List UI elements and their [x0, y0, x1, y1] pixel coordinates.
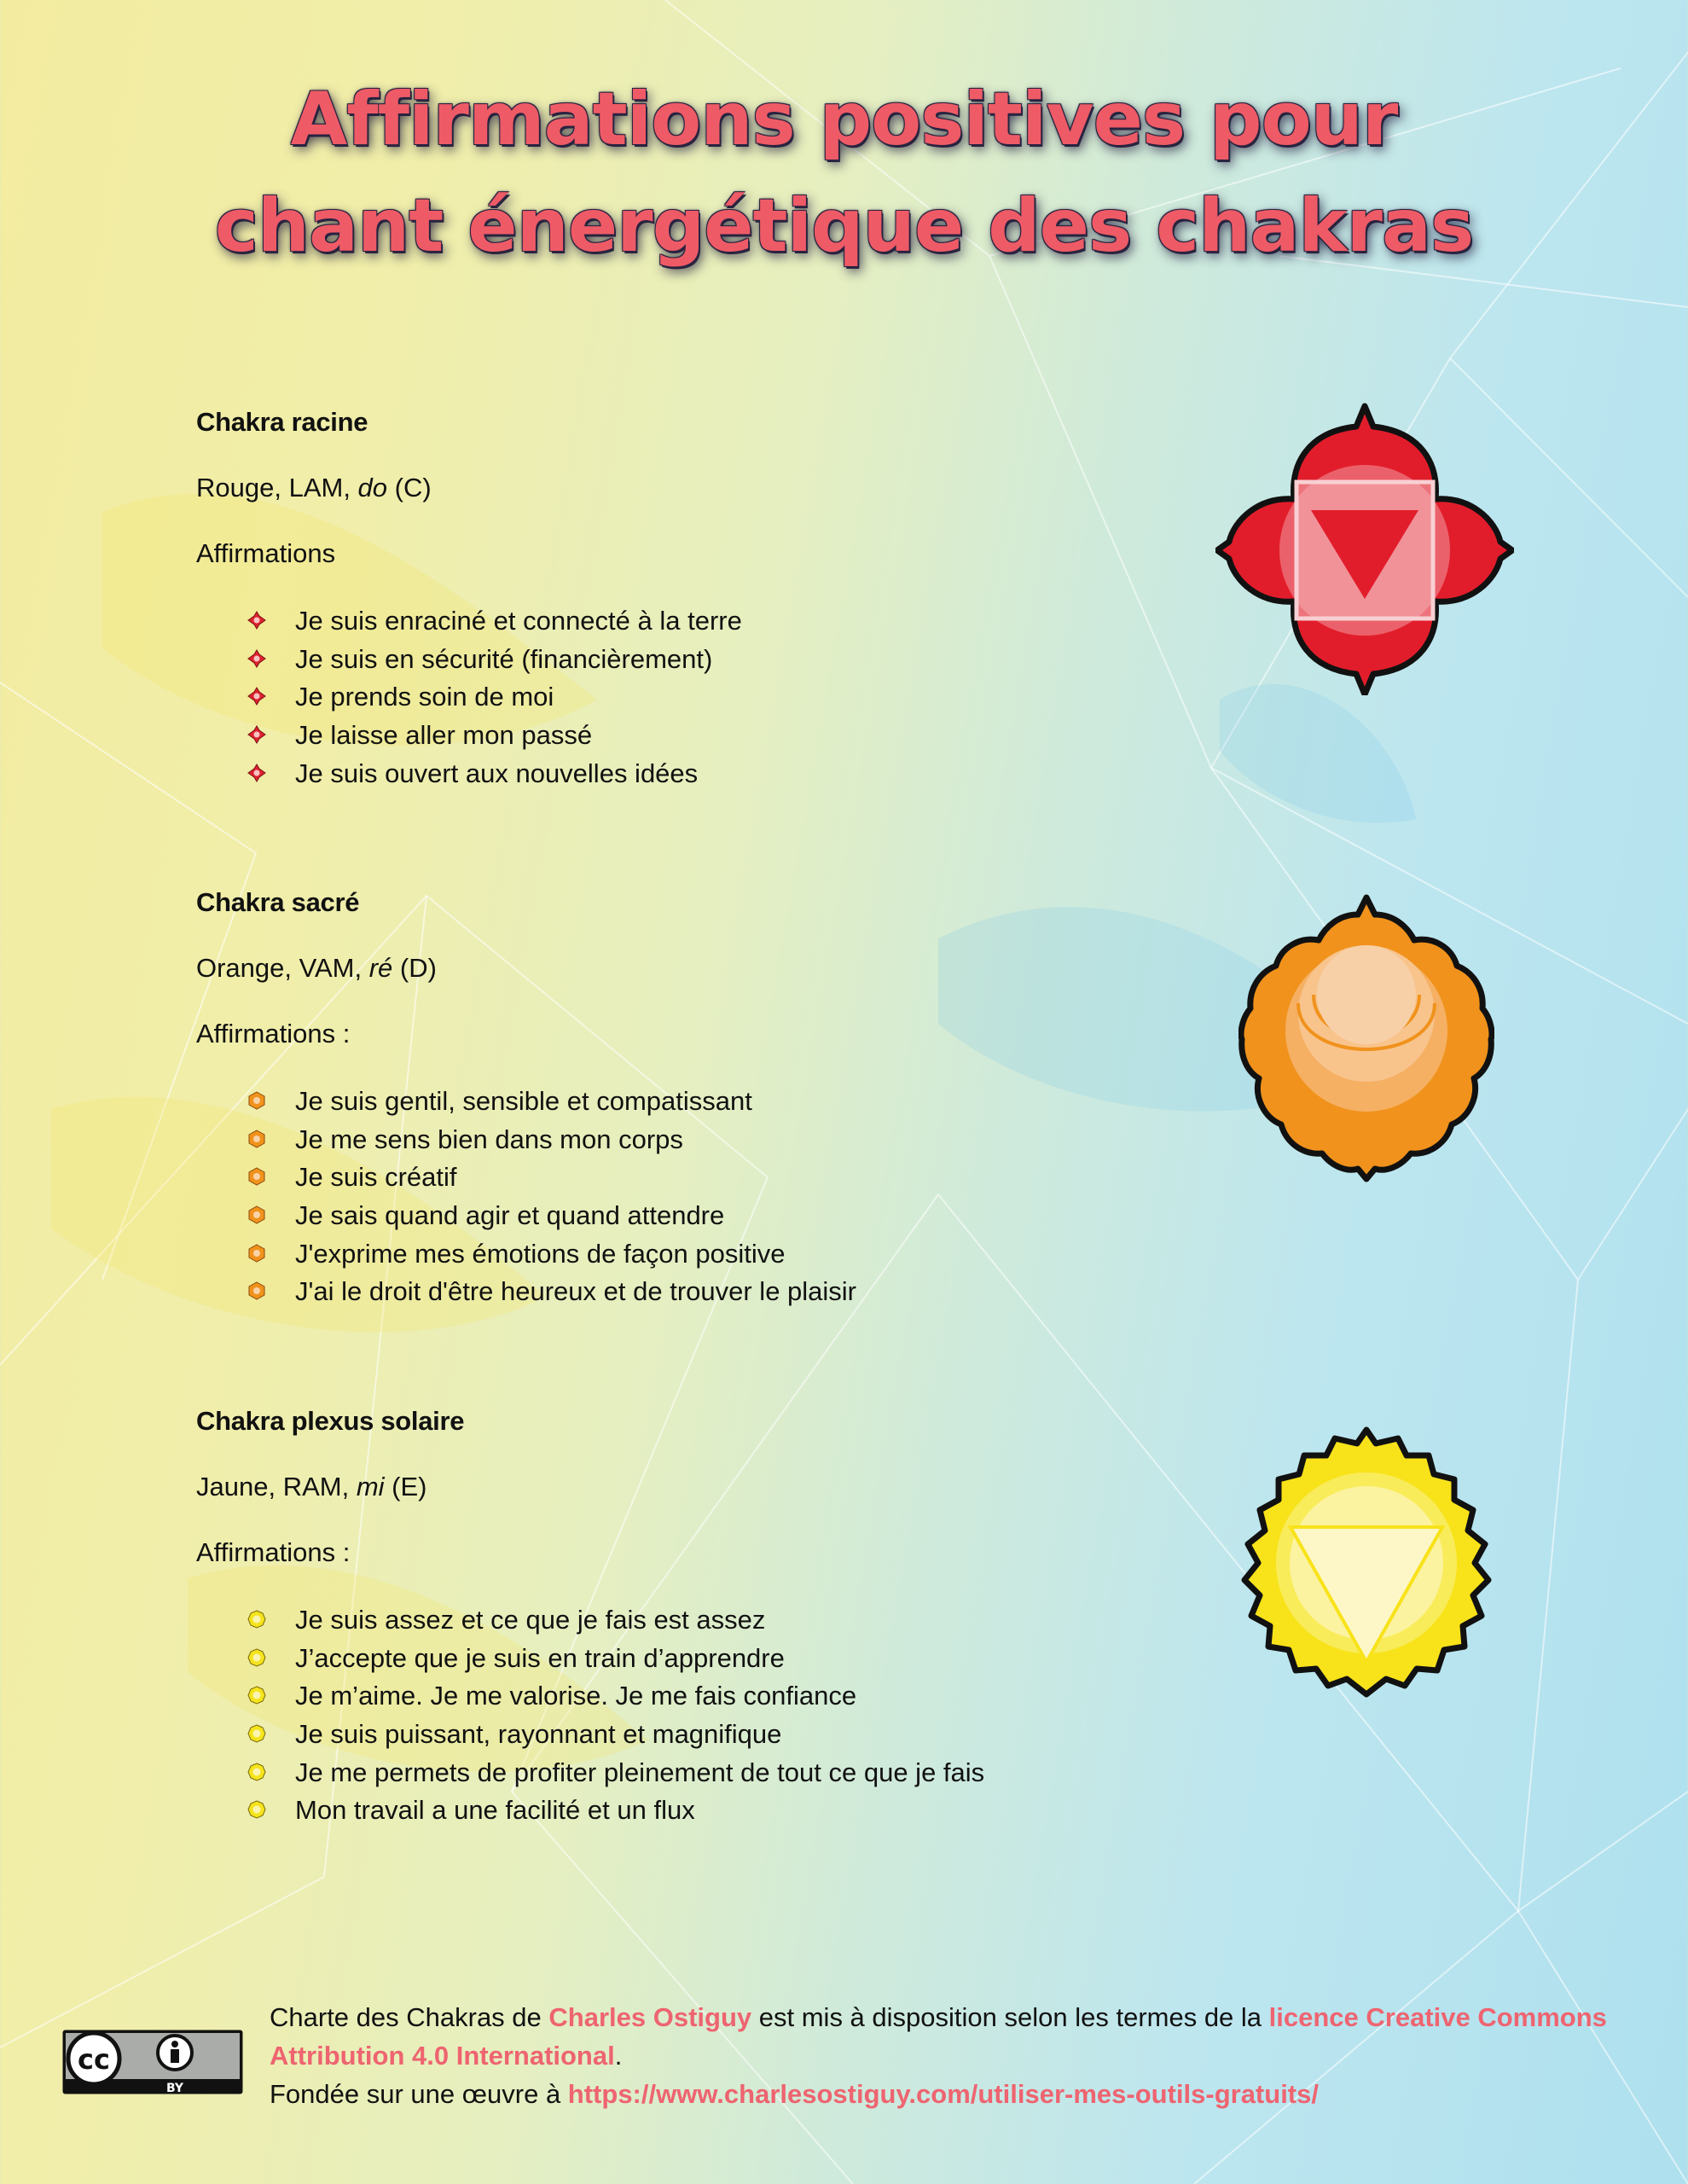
by-letters: BY — [165, 2082, 184, 2095]
affirmation-list — [196, 602, 1177, 793]
section-title: Chakra racine — [196, 407, 368, 437]
color-mantra: Rouge, LAM, — [196, 473, 358, 502]
list-item: Je laisse aller mon passé — [196, 717, 1177, 755]
note-suffix: (D) — [392, 953, 437, 983]
list-item: Mon travail a une facilité et un flux — [196, 1792, 1177, 1830]
section-info — [196, 1470, 1177, 1504]
list-item: Je prends soin de moi — [196, 678, 1177, 717]
list-item: J’accepte que je suis en train d’apprendre — [196, 1640, 1177, 1678]
list-item: Je suis gentil, sensible et compatissant — [196, 1083, 1177, 1121]
note-suffix: (E) — [384, 1472, 427, 1502]
title-line-1: Affirmations positives pour — [290, 77, 1398, 162]
orange-lotus-bullet-icon — [247, 1167, 266, 1186]
yellow-lotus-bullet-icon — [247, 1686, 266, 1705]
red-lotus-bullet-icon — [247, 649, 266, 668]
affirmations-label: Affirmations : — [196, 1019, 351, 1048]
orange-lotus-bullet-icon — [247, 1281, 266, 1300]
orange-lotus-bullet-icon — [247, 1091, 266, 1110]
note: do — [357, 473, 388, 502]
list-item: Je suis assez et ce que je fais est assez — [196, 1601, 1177, 1640]
note-suffix: (C) — [387, 473, 432, 502]
page-title — [0, 67, 1688, 280]
red-lotus-bullet-icon — [247, 764, 266, 782]
root-chakra-symbol-icon — [1215, 401, 1514, 695]
color-mantra: Orange, VAM, — [196, 953, 369, 983]
yellow-lotus-bullet-icon — [247, 1800, 266, 1819]
affirmations-label: Affirmations : — [196, 1537, 351, 1567]
affirmations-label: Affirmations — [196, 538, 336, 568]
list-item: Je me sens bien dans mon corps — [196, 1121, 1177, 1159]
section-chakra-sacre — [196, 886, 1177, 1311]
note: mi — [356, 1472, 385, 1502]
list-item: J'exprime mes émotions de façon positive — [196, 1235, 1177, 1274]
list-item: Je m’aime. Je me valorise. Je me fais confiance — [196, 1677, 1177, 1716]
color-mantra: Jaune, RAM, — [196, 1472, 357, 1502]
yellow-lotus-bullet-icon — [247, 1724, 266, 1743]
list-item: Je me permets de profiter pleinement de tout ce que je fais — [196, 1754, 1177, 1792]
yellow-lotus-bullet-icon — [247, 1610, 266, 1629]
orange-lotus-bullet-icon — [247, 1205, 266, 1224]
yellow-lotus-bullet-icon — [247, 1648, 266, 1667]
section-info — [196, 471, 1177, 505]
sacral-chakra-symbol-icon — [1238, 894, 1494, 1182]
yellow-lotus-bullet-icon — [247, 1763, 266, 1781]
orange-lotus-bullet-icon — [247, 1244, 266, 1263]
solar-plexus-chakra-symbol-icon — [1231, 1426, 1502, 1699]
cc-letters: cc — [78, 2043, 110, 2076]
title-line-2: chant énergétique des chakras — [214, 183, 1474, 269]
red-lotus-bullet-icon — [247, 611, 266, 630]
license-link[interactable]: licence Creative Commons Attribution 4.0 International — [270, 2002, 1607, 2071]
list-item: Je suis puissant, rayonnant et magnifique — [196, 1716, 1177, 1754]
list-item: Je suis enraciné et connecté à la terre — [196, 602, 1177, 641]
list-item: Je sais quand agir et quand attendre — [196, 1197, 1177, 1235]
affirmation-list — [196, 1083, 1177, 1311]
list-item: Je suis en sécurité (financièrement) — [196, 641, 1177, 679]
affirmation-list — [196, 1601, 1177, 1830]
section-info — [196, 951, 1177, 985]
list-item: Je suis créatif — [196, 1159, 1177, 1197]
source-url-link[interactable]: https://www.charlesostiguy.com/utiliser-mes-outils-gratuits/ — [567, 2079, 1319, 2109]
list-item: Je suis ouvert aux nouvelles idées — [196, 755, 1177, 793]
red-lotus-bullet-icon — [247, 687, 266, 706]
red-lotus-bullet-icon — [247, 725, 266, 744]
section-title: Chakra plexus solaire — [196, 1406, 465, 1436]
list-item: J'ai le droit d'être heureux et de trouver le plaisir — [196, 1273, 1177, 1311]
section-title: Chakra sacré — [196, 887, 360, 917]
author-link[interactable]: Charles Ostiguy — [548, 2002, 752, 2032]
orange-lotus-bullet-icon — [247, 1130, 266, 1148]
note: ré — [368, 953, 393, 983]
creative-commons-by-badge-icon[interactable] — [61, 2029, 244, 2095]
section-chakra-racine — [196, 405, 1177, 793]
license-text: Charte des Chakras de Charles Ostiguy est mis à disposition selon les termes de la licence Creative Commons Attribution 4.0 International. Fondée sur une œuvre à https://www.charlesostiguy.com/utiliser-mes-outils-gratuits/ — [270, 2002, 1607, 2109]
section-chakra-plexus-solaire — [196, 1404, 1177, 1830]
